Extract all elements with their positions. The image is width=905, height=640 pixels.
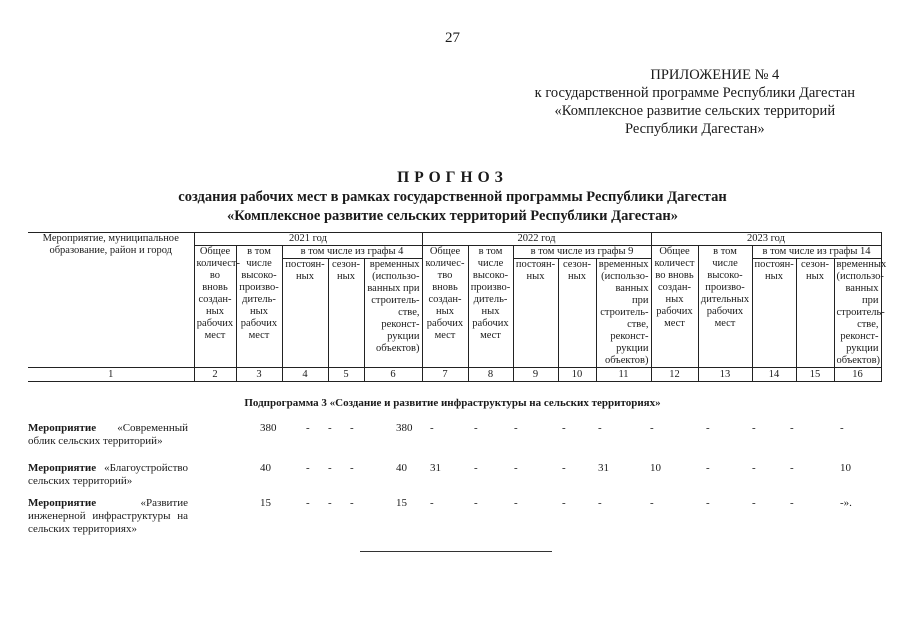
column-number: 1 — [28, 368, 194, 382]
table-cell: - — [752, 497, 756, 509]
table-cell: - — [328, 462, 332, 474]
document-title — [0, 168, 905, 226]
subgroup-header-2021: в том числе из графы 4 — [282, 246, 422, 259]
column-number: 7 — [422, 368, 468, 382]
table-cell: - — [790, 422, 794, 434]
table-cell: 15 — [260, 497, 271, 509]
column-number: 8 — [468, 368, 513, 382]
appendix-block — [535, 66, 855, 138]
row-label — [28, 462, 188, 488]
column-number: 12 — [651, 368, 698, 382]
column-number: 9 — [513, 368, 558, 382]
col-header-highperf-2022: в том числе высоко-произво-дитель-ных рабочих мест — [468, 246, 513, 368]
table-cell: - — [706, 422, 710, 434]
col-header-temporary-2021: временных (использо-ванных при строитель-стве, реконст-рукции объектов) — [364, 259, 422, 368]
row-label — [28, 422, 188, 448]
col-header-seasonal-2021: сезон-ных — [328, 259, 364, 368]
table-cell: - — [650, 497, 654, 509]
table-cell: - — [306, 462, 310, 474]
table-cell: - — [514, 422, 518, 434]
col-header-highperf-2023: в том числе высоко-произво-дительных рабочих мест — [698, 246, 752, 368]
table-cell: - — [430, 422, 434, 434]
col-header-highperf-2021: в том числе высоко-произво-дитель-ных рабочих мест — [236, 246, 282, 368]
table-cell: - — [474, 422, 478, 434]
row-label-text: «Современный облик сельских территорий» — [28, 422, 188, 447]
table-cell: - — [562, 497, 566, 509]
column-number: 4 — [282, 368, 328, 382]
table-cell: - — [474, 462, 478, 474]
column-number: 15 — [796, 368, 834, 382]
col-header-permanent-2022: постоян-ных — [513, 259, 558, 368]
table-cell: - — [514, 497, 518, 509]
table-cell: - — [328, 497, 332, 509]
column-number: 2 — [194, 368, 236, 382]
subgroup-header-2023: в том числе из графы 14 — [752, 246, 881, 259]
table-cell: - — [840, 422, 844, 434]
col-header-permanent-2023: постоян-ных — [752, 259, 796, 368]
appendix-line-1: к государственной программе Республики Дагестан — [534, 85, 855, 101]
table-cell: - — [752, 422, 756, 434]
table-cell: - — [706, 462, 710, 474]
appendix-line-2: «Комплексное развитие сельских территорий — [554, 103, 836, 119]
row-label-bold: Мероприятие — [28, 497, 97, 509]
column-number: 5 — [328, 368, 364, 382]
column-number: 11 — [596, 368, 651, 382]
year-header-2022: 2022 год — [422, 233, 651, 246]
table-cell: - — [790, 462, 794, 474]
col-header-event: Мероприятие, муниципальное образование, район и город — [28, 233, 194, 368]
table-cell: - — [752, 462, 756, 474]
table-cell: 40 — [260, 462, 271, 474]
table-cell: 40 — [396, 462, 407, 474]
column-number: 14 — [752, 368, 796, 382]
table-cell: - — [474, 497, 478, 509]
table-cell: - — [350, 497, 354, 509]
table-cell: 380 — [396, 422, 413, 434]
table-cell: - — [562, 422, 566, 434]
table-cell: - — [598, 422, 602, 434]
table-cell: - — [306, 422, 310, 434]
column-numbers-row — [28, 368, 881, 382]
table-cell: -». — [840, 497, 852, 509]
column-number: 16 — [834, 368, 881, 382]
title-line-2: создания рабочих мест в рамках государственной программы Республики Дагестан — [178, 189, 727, 205]
forecast-table — [28, 232, 887, 382]
table-cell: 31 — [598, 462, 609, 474]
appendix-line-3: Республики Дагестан» — [625, 121, 765, 137]
table-cell: - — [514, 462, 518, 474]
row-label-text: «Развитие инженерной инфраструктуры на сельских территориях» — [28, 497, 188, 535]
title-main: ПРОГНОЗ — [397, 169, 508, 186]
table-cell: - — [562, 462, 566, 474]
col-header-seasonal-2022: сезон-ных — [558, 259, 596, 368]
table-cell: - — [328, 422, 332, 434]
table-cell: - — [430, 497, 434, 509]
col-header-total-2023: Общее количест во вновь создан-ных рабочих мест — [651, 246, 698, 368]
table-cell: - — [790, 497, 794, 509]
end-rule — [360, 551, 552, 552]
table-cell: 15 — [396, 497, 407, 509]
header-row-years — [28, 233, 881, 246]
table-cell: - — [350, 462, 354, 474]
page-number: 27 — [445, 30, 460, 46]
row-label-bold: Мероприятие — [28, 422, 97, 434]
column-number: 13 — [698, 368, 752, 382]
table-cell: - — [706, 497, 710, 509]
table-cell: - — [306, 497, 310, 509]
table-cell: - — [598, 497, 602, 509]
col-header-permanent-2021: постоян-ных — [282, 259, 328, 368]
table-cell: 31 — [430, 462, 441, 474]
title-line-3: «Комплексное развитие сельских территорий Республики Дагестан» — [227, 208, 678, 224]
subgroup-header-2022: в том числе из графы 9 — [513, 246, 651, 259]
col-header-temporary-2023: временных (использо-ванных при строитель-стве, реконст-рукции объектов) — [834, 259, 881, 368]
table-cell: 10 — [650, 462, 661, 474]
table-cell: 380 — [260, 422, 277, 434]
col-header-total-2022: Общее количес-тво вновь создан-ных рабочих мест — [422, 246, 468, 368]
table-cell: - — [650, 422, 654, 434]
column-number: 3 — [236, 368, 282, 382]
subprogram-heading: Подпрограмма 3 «Создание и развитие инфраструктуры на сельских территориях» — [244, 397, 661, 409]
column-number: 6 — [364, 368, 422, 382]
appendix-title: ПРИЛОЖЕНИЕ № 4 — [650, 67, 780, 83]
year-header-2021: 2021 год — [194, 233, 422, 246]
year-header-2023: 2023 год — [651, 233, 881, 246]
col-header-seasonal-2023: сезон-ных — [796, 259, 834, 368]
row-label-text: «Благоустройство сельских территорий» — [28, 462, 188, 487]
table-cell: 10 — [840, 462, 851, 474]
table-cell: - — [350, 422, 354, 434]
row-label — [28, 497, 188, 536]
column-number: 10 — [558, 368, 596, 382]
col-header-total-2021: Общее количест-во вновь создан-ных рабочих мест — [194, 246, 236, 368]
col-header-temporary-2022: временных (использо-ванных при строитель-стве, реконст-рукции объектов) — [596, 259, 651, 368]
row-label-bold: Мероприятие — [28, 462, 97, 474]
